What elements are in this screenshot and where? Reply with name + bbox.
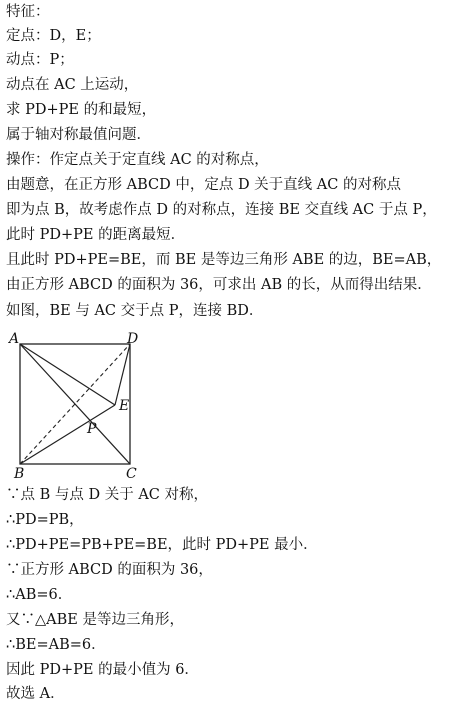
label-e: E [119,398,130,414]
label-a: A [9,332,20,347]
solution-line-7: ∴BE=AB=6． [6,637,106,653]
square-diagram [8,332,148,484]
solution-line-1: ∵点 B 与点 D 关于 AC 对称， [6,487,209,503]
solution-line-5: ∴AB=6． [6,587,73,603]
text-line-6: 属于轴对称最值问题． [6,127,151,143]
solution-line-9: 故选 A． [6,686,65,702]
label-p: P [87,421,97,437]
text-line-9: 即为点 B，故考虑作点 D 的对称点，连接 BE 交直线 AC 于点 P， [6,202,437,218]
text-line-10: 此时 PD+PE 的距离最短． [6,227,186,243]
text-line-4: 动点在 AC 上运动， [6,77,139,93]
solution-line-6: 又∵△ABE 是等边三角形， [6,612,184,628]
solution-line-3: ∴PD+PE=PB+PE=BE，此时 PD+PE 最小． [6,537,318,553]
text-line-7: 操作：作定点关于定直线 AC 的对称点， [6,152,269,168]
text-line-1: 特征： [6,4,50,20]
label-d: D [127,332,139,347]
text-line-2: 定点：D，E； [6,28,101,44]
text-line-11: 且此时 PD+PE=BE，而 BE 是等边三角形 ABE 的边，BE=AB， [6,252,442,268]
segment-de [115,344,130,405]
solution-line-8: 因此 PD+PE 的最小值为 6． [6,662,199,678]
label-c: C [126,466,137,482]
text-line-5: 求 PD+PE 的和最短， [6,102,157,118]
text-line-3: 动点：P； [6,52,74,68]
solution-line-4: ∵正方形 ABCD 的面积为 36， [6,562,213,578]
text-line-12: 由正方形 ABCD 的面积为 36，可求出 AB 的长，从而得出结果． [6,277,432,293]
segment-be [20,405,115,464]
label-b: B [14,466,25,482]
solution-line-2: ∴PD=PB， [6,512,84,528]
text-line-8: 由题意，在正方形 ABCD 中，定点 D 关于直线 AC 的对称点 [6,177,401,193]
text-line-13: 如图，BE 与 AC 交于点 P，连接 BD． [6,303,264,319]
